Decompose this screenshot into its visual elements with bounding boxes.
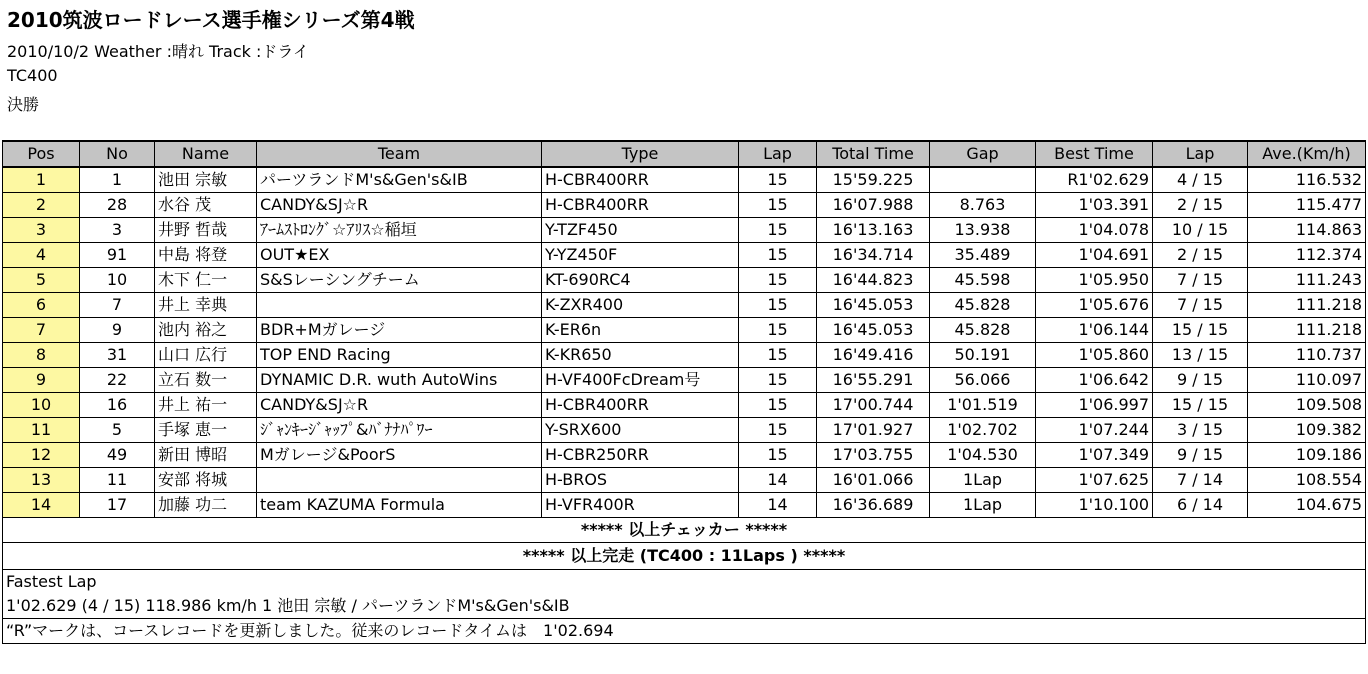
cell-machine-type: H-BROS: [542, 468, 739, 493]
fastest-lap-label-row: [3, 570, 1366, 595]
cell-rider-name: 木下 仁一: [155, 268, 257, 293]
cell-best-lap: 3 / 15: [1153, 418, 1248, 443]
cell-machine-type: H-CBR400RR: [542, 193, 739, 218]
cell-laps: 14: [739, 468, 817, 493]
cell-rider-name: 水谷 茂: [155, 193, 257, 218]
cell-gap: 1'02.702: [930, 418, 1036, 443]
col-header-best-time: Best Time: [1036, 141, 1153, 167]
cell-machine-type: KT-690RC4: [542, 268, 739, 293]
cell-laps: 15: [739, 218, 817, 243]
table-header-row: [3, 141, 1366, 167]
cell-team: TOP END Racing: [257, 343, 542, 368]
cell-rider-name: 井上 幸典: [155, 293, 257, 318]
cell-best-time: 1'05.860: [1036, 343, 1153, 368]
cell-best-lap: 7 / 15: [1153, 268, 1248, 293]
col-header-pos: Pos: [3, 141, 80, 167]
cell-number: 5: [80, 418, 155, 443]
checker-banner: ***** 以上チェッカー *****: [3, 518, 1366, 543]
cell-number: 22: [80, 368, 155, 393]
cell-total-time: 16'55.291: [817, 368, 930, 393]
cell-team: DYNAMIC D.R. wuth AutoWins: [257, 368, 542, 393]
cell-rider-name: 池田 宗敏: [155, 167, 257, 193]
cell-machine-type: H-CBR400RR: [542, 393, 739, 418]
table-row: [3, 393, 1366, 418]
table-row: [3, 268, 1366, 293]
cell-best-lap: 9 / 15: [1153, 443, 1248, 468]
cell-pos: 9: [3, 368, 80, 393]
table-row: [3, 293, 1366, 318]
cell-laps: 14: [739, 493, 817, 518]
cell-rider-name: 井野 哲哉: [155, 218, 257, 243]
cell-team: パーツランドM's&Gen's&IB: [257, 167, 542, 193]
cell-number: 9: [80, 318, 155, 343]
cell-number: 17: [80, 493, 155, 518]
record-note-row: [3, 619, 1366, 644]
cell-laps: 15: [739, 318, 817, 343]
cell-rider-name: 山口 広行: [155, 343, 257, 368]
page-title: 2010筑波ロードレース選手権シリーズ第4戦: [7, 8, 415, 32]
cell-best-time: 1'05.676: [1036, 293, 1153, 318]
cell-average-speed: 110.737: [1248, 343, 1366, 368]
cell-number: 28: [80, 193, 155, 218]
cell-pos: 11: [3, 418, 80, 443]
cell-average-speed: 108.554: [1248, 468, 1366, 493]
cell-machine-type: Y-SRX600: [542, 418, 739, 443]
table-row: [3, 368, 1366, 393]
cell-pos: 5: [3, 268, 80, 293]
col-header-type: Type: [542, 141, 739, 167]
cell-gap: 1'04.530: [930, 443, 1036, 468]
cell-gap: 45.828: [930, 318, 1036, 343]
cell-machine-type: K-ZXR400: [542, 293, 739, 318]
cell-pos: 10: [3, 393, 80, 418]
fastest-lap-detail-row: [3, 594, 1366, 619]
cell-best-lap: 2 / 15: [1153, 243, 1248, 268]
table-row: [3, 468, 1366, 493]
cell-best-time: 1'07.625: [1036, 468, 1153, 493]
cell-total-time: 16'07.988: [817, 193, 930, 218]
cell-gap: 1'01.519: [930, 393, 1036, 418]
cell-total-time: 16'45.053: [817, 293, 930, 318]
cell-team: OUT★EX: [257, 243, 542, 268]
cell-average-speed: 111.218: [1248, 293, 1366, 318]
cell-laps: 15: [739, 343, 817, 368]
cell-team: team KAZUMA Formula: [257, 493, 542, 518]
cell-average-speed: 115.477: [1248, 193, 1366, 218]
cell-machine-type: H-CBR250RR: [542, 443, 739, 468]
table-row: [3, 343, 1366, 368]
cell-best-lap: 15 / 15: [1153, 393, 1248, 418]
cell-number: 49: [80, 443, 155, 468]
cell-gap: 1Lap: [930, 468, 1036, 493]
col-header-name: Name: [155, 141, 257, 167]
cell-total-time: 16'13.163: [817, 218, 930, 243]
cell-number: 91: [80, 243, 155, 268]
cell-pos: 4: [3, 243, 80, 268]
cell-laps: 15: [739, 443, 817, 468]
cell-gap: 8.763: [930, 193, 1036, 218]
cell-total-time: 16'34.714: [817, 243, 930, 268]
cell-best-lap: 7 / 15: [1153, 293, 1248, 318]
cell-pos: 7: [3, 318, 80, 343]
cell-rider-name: 井上 祐一: [155, 393, 257, 418]
cell-pos: 3: [3, 218, 80, 243]
cell-machine-type: H-CBR400RR: [542, 167, 739, 193]
cell-number: 10: [80, 268, 155, 293]
col-header-team: Team: [257, 141, 542, 167]
cell-number: 1: [80, 167, 155, 193]
cell-team: CANDY&SJ☆R: [257, 393, 542, 418]
cell-total-time: 16'36.689: [817, 493, 930, 518]
cell-team: S&Sレーシングチーム: [257, 268, 542, 293]
cell-machine-type: K-KR650: [542, 343, 739, 368]
cell-gap: 45.828: [930, 293, 1036, 318]
cell-best-time: 1'03.391: [1036, 193, 1153, 218]
cell-best-time: 1'04.078: [1036, 218, 1153, 243]
finish-row: [3, 543, 1366, 570]
cell-average-speed: 111.218: [1248, 318, 1366, 343]
race-info: 2010/10/2 Weather :晴れ Track :ドライ: [7, 42, 309, 61]
table-row: [3, 243, 1366, 268]
cell-laps: 15: [739, 418, 817, 443]
cell-average-speed: 109.508: [1248, 393, 1366, 418]
cell-best-time: 1'05.950: [1036, 268, 1153, 293]
table-row: [3, 167, 1366, 193]
cell-best-time: 1'04.691: [1036, 243, 1153, 268]
cell-gap: 50.191: [930, 343, 1036, 368]
cell-number: 31: [80, 343, 155, 368]
cell-best-time: R1'02.629: [1036, 167, 1153, 193]
cell-team: ｱｰﾑｽﾄﾛﾝｸﾞ☆ｱﾘｽ☆稲垣: [257, 218, 542, 243]
fastest-lap-detail: 1'02.629 (4 / 15) 118.986 km/h 1 池田 宗敏 / パーツランドM's&Gen's&IB: [3, 594, 1366, 619]
cell-pos: 12: [3, 443, 80, 468]
cell-laps: 15: [739, 393, 817, 418]
col-header-best-lap: Lap: [1153, 141, 1248, 167]
cell-best-lap: 7 / 14: [1153, 468, 1248, 493]
cell-rider-name: 手塚 恵一: [155, 418, 257, 443]
cell-total-time: 16'01.066: [817, 468, 930, 493]
cell-team: [257, 293, 542, 318]
cell-average-speed: 104.675: [1248, 493, 1366, 518]
cell-best-lap: 10 / 15: [1153, 218, 1248, 243]
cell-gap: 56.066: [930, 368, 1036, 393]
cell-pos: 6: [3, 293, 80, 318]
cell-machine-type: H-VFR400R: [542, 493, 739, 518]
cell-rider-name: 中島 将登: [155, 243, 257, 268]
cell-team: ｼﾞｬﾝｷｰｼﾞｬｯﾌﾟ&ﾊﾞﾅﾅﾊﾟﾜｰ: [257, 418, 542, 443]
table-row: [3, 418, 1366, 443]
table-row: [3, 493, 1366, 518]
checker-row: [3, 518, 1366, 543]
cell-rider-name: 安部 将城: [155, 468, 257, 493]
cell-gap: 35.489: [930, 243, 1036, 268]
cell-total-time: 17'03.755: [817, 443, 930, 468]
cell-average-speed: 109.186: [1248, 443, 1366, 468]
cell-best-time: 1'07.244: [1036, 418, 1153, 443]
cell-best-time: 1'06.144: [1036, 318, 1153, 343]
cell-total-time: 16'45.053: [817, 318, 930, 343]
cell-total-time: 15'59.225: [817, 167, 930, 193]
cell-best-lap: 6 / 14: [1153, 493, 1248, 518]
cell-number: 3: [80, 218, 155, 243]
class-name: TC400: [7, 66, 58, 85]
cell-best-lap: 4 / 15: [1153, 167, 1248, 193]
col-header-total-time: Total Time: [817, 141, 930, 167]
cell-team: Mガレージ&PoorS: [257, 443, 542, 468]
cell-laps: 15: [739, 193, 817, 218]
cell-laps: 15: [739, 268, 817, 293]
cell-total-time: 16'49.416: [817, 343, 930, 368]
cell-team: BDR+Mガレージ: [257, 318, 542, 343]
record-note: “R”マークは、コースレコードを更新しました。従来のレコードタイムは 1'02.694: [3, 619, 1366, 644]
cell-best-time: 1'07.349: [1036, 443, 1153, 468]
cell-number: 16: [80, 393, 155, 418]
cell-number: 11: [80, 468, 155, 493]
col-header-average-speed: Ave.(Km/h): [1248, 141, 1366, 167]
session-name: 決勝: [7, 95, 40, 114]
cell-rider-name: 新田 博昭: [155, 443, 257, 468]
cell-laps: 15: [739, 167, 817, 193]
cell-team: [257, 468, 542, 493]
cell-best-lap: 9 / 15: [1153, 368, 1248, 393]
cell-rider-name: 池内 裕之: [155, 318, 257, 343]
cell-machine-type: Y-TZF450: [542, 218, 739, 243]
cell-average-speed: 114.863: [1248, 218, 1366, 243]
cell-gap: 1Lap: [930, 493, 1036, 518]
table-row: [3, 443, 1366, 468]
cell-average-speed: 111.243: [1248, 268, 1366, 293]
cell-gap: 13.938: [930, 218, 1036, 243]
result-rows: [3, 167, 1366, 518]
cell-number: 7: [80, 293, 155, 318]
results-table: [2, 140, 1366, 644]
cell-best-lap: 2 / 15: [1153, 193, 1248, 218]
cell-rider-name: 立石 数一: [155, 368, 257, 393]
cell-total-time: 17'00.744: [817, 393, 930, 418]
cell-best-time: 1'06.997: [1036, 393, 1153, 418]
cell-total-time: 16'44.823: [817, 268, 930, 293]
cell-best-time: 1'10.100: [1036, 493, 1153, 518]
cell-machine-type: Y-YZ450F: [542, 243, 739, 268]
cell-team: CANDY&SJ☆R: [257, 193, 542, 218]
table-row: [3, 193, 1366, 218]
finish-banner: ***** 以上完走 (TC400 : 11Laps ) *****: [3, 543, 1366, 570]
cell-machine-type: H-VF400FcDream号: [542, 368, 739, 393]
cell-pos: 8: [3, 343, 80, 368]
col-header-no: No: [80, 141, 155, 167]
cell-gap: [930, 167, 1036, 193]
cell-pos: 13: [3, 468, 80, 493]
cell-average-speed: 116.532: [1248, 167, 1366, 193]
cell-laps: 15: [739, 243, 817, 268]
cell-rider-name: 加藤 功二: [155, 493, 257, 518]
cell-gap: 45.598: [930, 268, 1036, 293]
cell-average-speed: 110.097: [1248, 368, 1366, 393]
cell-best-lap: 13 / 15: [1153, 343, 1248, 368]
fastest-lap-label: Fastest Lap: [3, 570, 1366, 595]
cell-laps: 15: [739, 368, 817, 393]
cell-pos: 1: [3, 167, 80, 193]
col-header-laps: Lap: [739, 141, 817, 167]
cell-best-time: 1'06.642: [1036, 368, 1153, 393]
col-header-gap: Gap: [930, 141, 1036, 167]
cell-average-speed: 112.374: [1248, 243, 1366, 268]
cell-best-lap: 15 / 15: [1153, 318, 1248, 343]
cell-laps: 15: [739, 293, 817, 318]
table-row: [3, 318, 1366, 343]
cell-average-speed: 109.382: [1248, 418, 1366, 443]
cell-total-time: 17'01.927: [817, 418, 930, 443]
cell-pos: 2: [3, 193, 80, 218]
cell-pos: 14: [3, 493, 80, 518]
cell-machine-type: K-ER6n: [542, 318, 739, 343]
table-row: [3, 218, 1366, 243]
